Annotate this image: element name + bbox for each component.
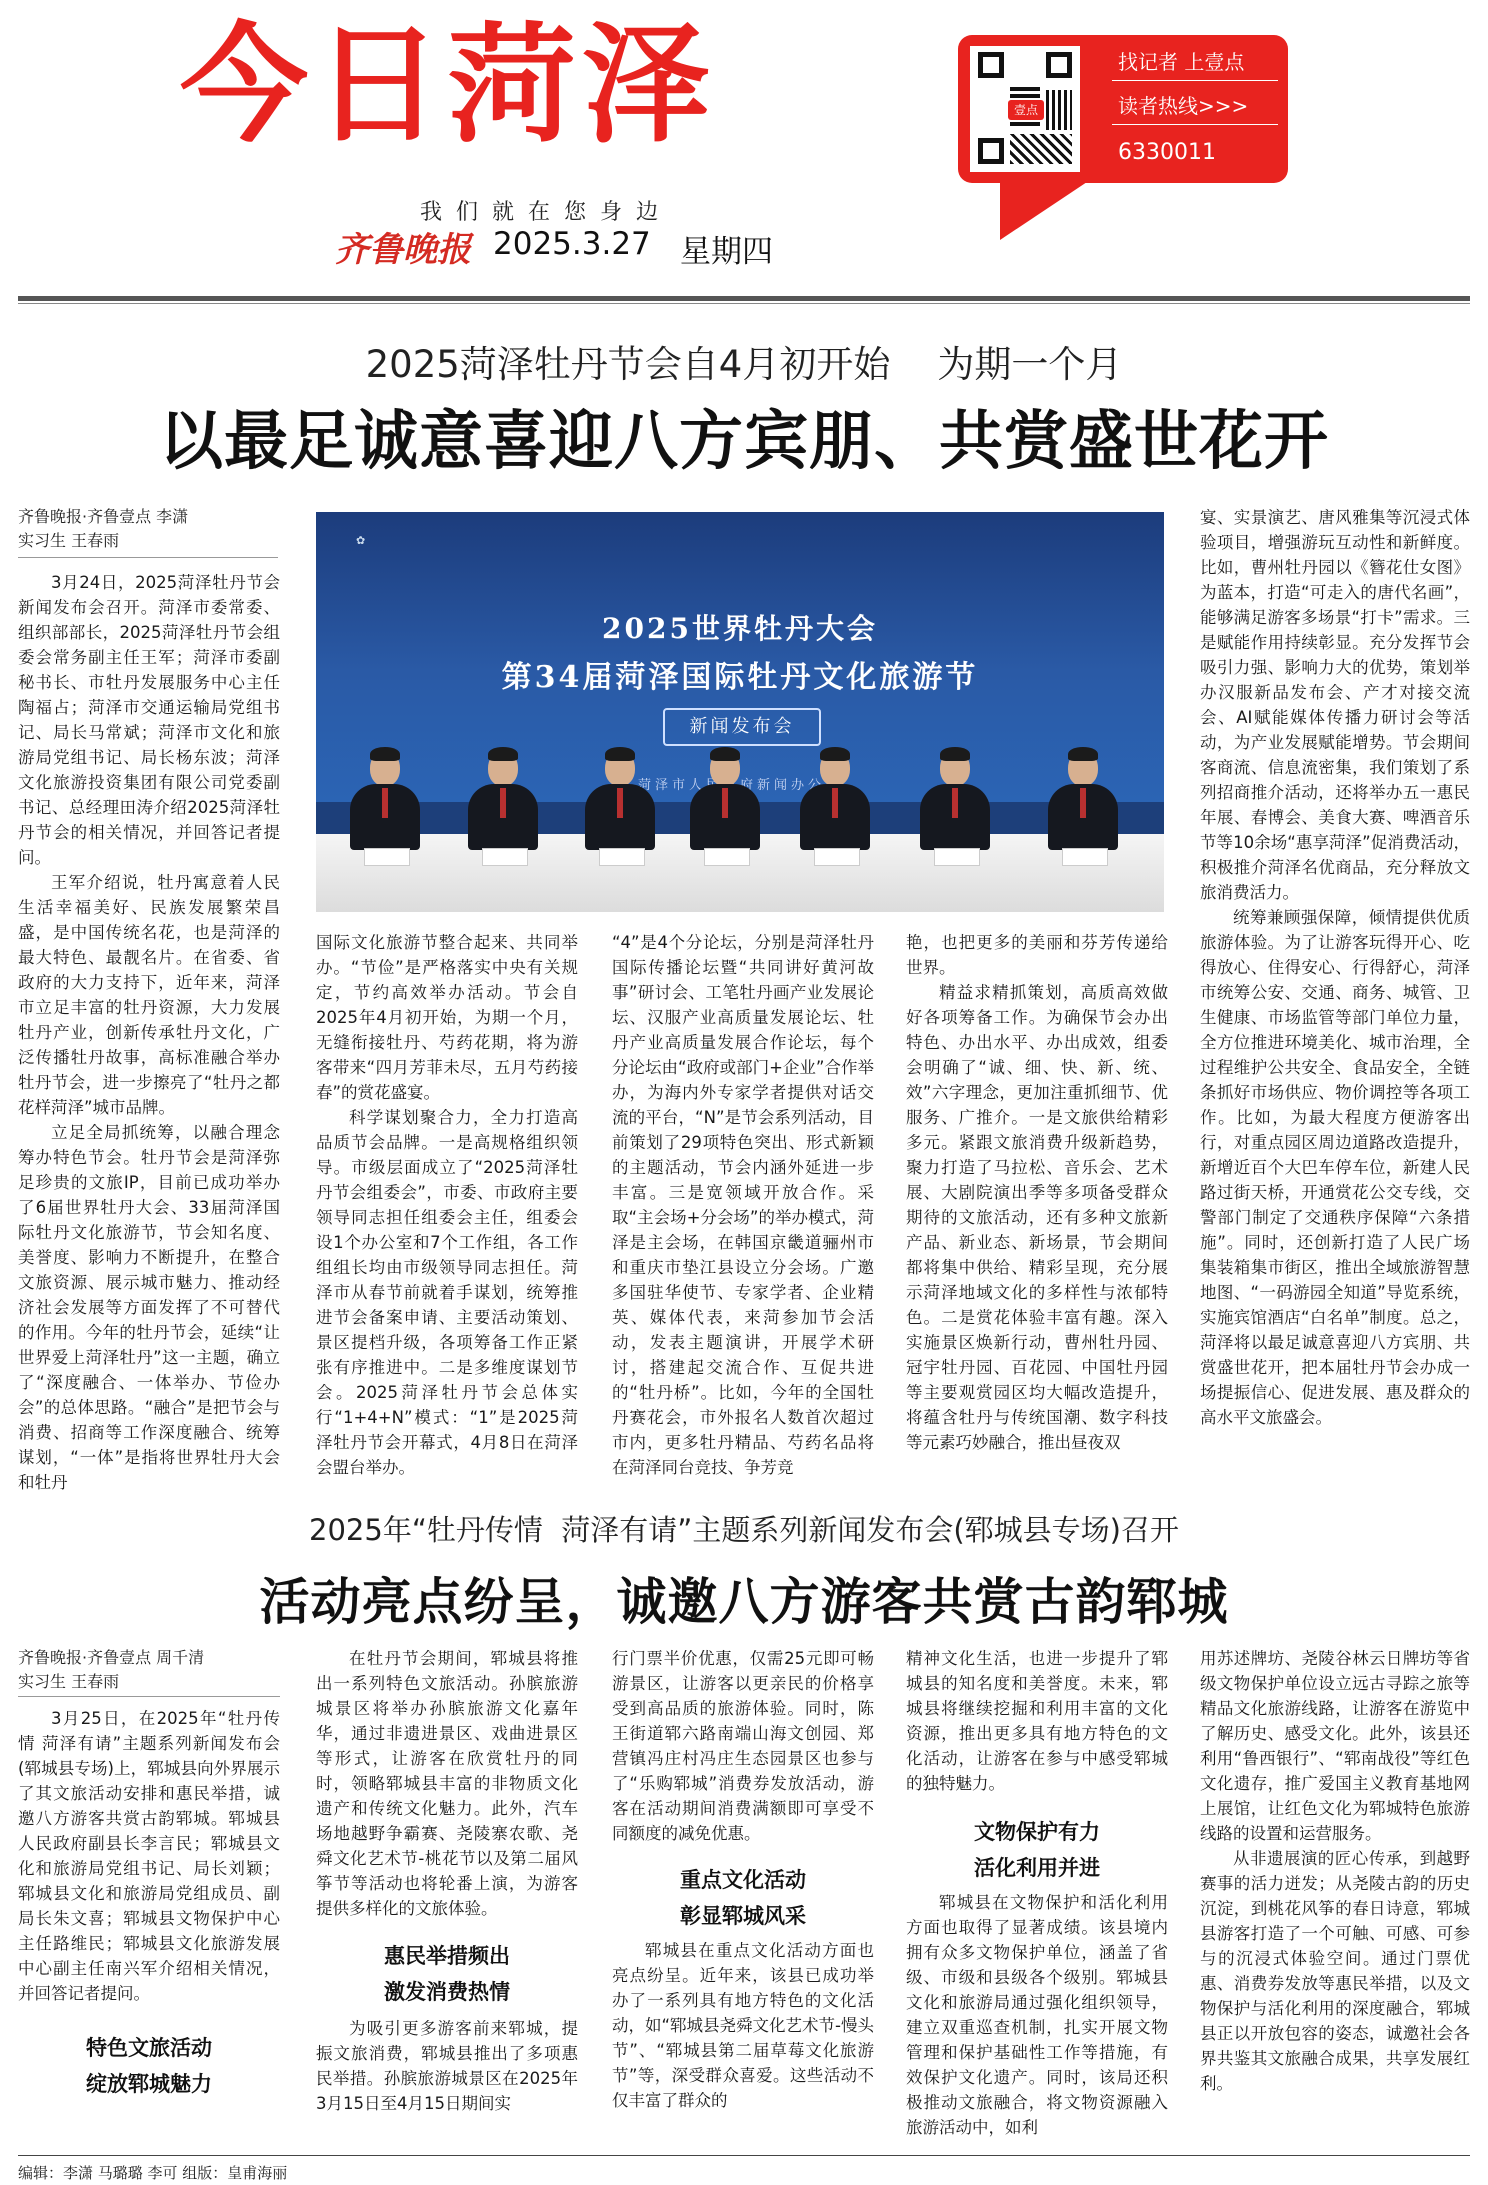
- paragraph: 艳，也把更多的美丽和芬芳传递给世界。: [906, 933, 1168, 977]
- paragraph: “4”是4个分论坛，分别是菏泽牡丹国际传播论坛暨“共同讲好黄河故事”研讨会、工笔牡丹画产业发展论坛、汉服产业高质量发展论坛、牡丹产业高质量发展合作论坛，每个分论坛由“政府或部门+企业”合作举办，为海内外专家学者提供对话交流的平台，“N”是节会系列活动，目前策划了29项特色突出、形式新颖的主题活动，节会内涵外延进一步丰富。三是宽领域开放合作。采取“主会场+分会场”的举办模式，菏泽是主会场，在韩国京畿道骊州市和重庆市垫江县设立分会场。广邀多国驻华使节、专家学者、企业精英、媒体代表，来菏参加节会活动，发表主题演讲，开展学术研讨，搭建起交流合作、互促共进的“牡丹桥”。比如，今年的全国牡丹赛花会，市外报名人数首次超过市内，更多牡丹精品、芍药名品将在菏泽同台竞技、争芳竞: [612, 933, 874, 1477]
- masthead-title: 今日菏泽: [180, 11, 717, 160]
- byline-rule: [18, 1696, 280, 1697]
- subhead-line: 重点文化活动: [680, 1867, 806, 1892]
- paragraph: 在牡丹节会期间，郓城县将推出一系列特色文旅活动。孙膑旅游城景区将举办孙膑旅游文化嘉年华，通过非遗进景区、戏曲进景区等形式，让游客在欣赏牡丹的同时，领略郓城县丰富的非物质文化遗产和传统文化魅力。此外，汽车场地越野争霸赛、尧陵寨农歌、尧舜文化艺术节-桃花节以及第二届风筝节等活动也将轮番上演，为游客提供多样化的文旅体验。: [316, 1649, 578, 1918]
- article2-column-1: [18, 1706, 280, 2026]
- paragraph: 精益求精抓策划，高质高效做好各项筹备工作。为确保节会办出特色、办出水平、办出成效，组委会明确了“诚、细、快、新、统、效”六字理念，更加注重抓细节、优服务、广推介。一是文旅供给精彩多元。紧跟文旅消费升级新趋势，聚力打造了马拉松、音乐会、艺术展、大剧院演出季等多项备受群众期待的文旅活动，还有多种文旅新产品、新业态、新场景，节会期间都将集中供给、精彩呈现，充分展示菏泽地域文化的多样性与浓郁特色。二是赏花体验丰富有趣。深入实施景区焕新行动，曹州牡丹园、冠宇牡丹园、百花园、中国牡丹园等主要观赏园区均大幅改造提升，将蕴含牡丹与传统国潮、数字科技等元素巧妙融合，推出昼夜双: [906, 983, 1168, 1452]
- subhead-line: 特色文旅活动: [86, 2035, 212, 2060]
- masthead-divider-thin: [18, 303, 1470, 304]
- article1-title: 以最足诚意喜迎八方宾朋、共赏盛世花开: [159, 404, 1329, 479]
- article1-column-4: [906, 930, 1168, 1465]
- nameplate: [482, 848, 528, 866]
- nameplate: [934, 848, 980, 866]
- banner-line-reporter: 找记者 上壹点: [1118, 50, 1245, 74]
- nameplate: [814, 848, 860, 866]
- article1-column-3: [612, 930, 874, 1477]
- article1-subtitle: 2025菏泽牡丹节会自4月初开始 为期一个月: [365, 343, 1123, 386]
- article1-column-5: [1200, 505, 1470, 1465]
- article1-byline-intern: 实习生 王春雨: [18, 531, 120, 550]
- screen-line2: 第34届菏泽国际牡丹文化旅游节: [501, 660, 979, 695]
- paragraph: 从非遗展演的匠心传承，到越野赛事的活力迸发；从尧陵古韵的历史沉淀，到桃花风筝的春日诗意，郓城县游客打造了一个可触、可感、可参与的沉浸式体验空间。通过门票优惠、消费券发放等惠民举措，以及文物保护与活化利用的深度融合，郓城县正以开放包容的姿态，诚邀社会各界共鉴其文旅融合成果，共享发展红利。: [1200, 1849, 1470, 2093]
- article2-subtitle: 2025年“牡丹传情 菏泽有请”主题系列新闻发布会(郓城县专场)召开: [309, 1513, 1179, 1547]
- masthead-divider: [18, 296, 1470, 301]
- subhead-line: 文物保护有力: [974, 1819, 1100, 1844]
- subhead-line: 活化利用并进: [974, 1855, 1100, 1880]
- paragraph: 精神文化生活，也进一步提升了郓城县的知名度和美誉度。未来，郓城县将继续挖掘和利用丰富的文化资源，推出更多具有地方特色的文化活动，让游客在参与中感受郓城的独特魅力。: [906, 1649, 1168, 1793]
- banner-hotline-number: 6330011: [1118, 140, 1216, 165]
- stage-logo-icon: ✿: [356, 534, 366, 547]
- qr-badge: 壹点: [1008, 100, 1044, 120]
- paragraph: 郓城县在重点文化活动方面也亮点纷呈。近年来，该县已成功举办了一系列具有地方特色的文化活动，如“郓城县尧舜文化艺术节-慢头节”、“郓城县第二届草莓文化旅游节”等，深受群众喜爱。这些活动不仅丰富了群众的: [612, 1941, 875, 2110]
- article2-subhead-3: [612, 1862, 874, 1934]
- issue-weekday: 星期四: [680, 234, 773, 270]
- speaker-figure: [796, 750, 874, 850]
- speaker-figure: [1044, 750, 1122, 850]
- subhead-line: 绽放郓城魅力: [86, 2071, 212, 2096]
- press-conference-photo: [316, 512, 1164, 912]
- byline-rule: [18, 557, 278, 558]
- speaker-figure: [346, 750, 424, 850]
- paragraph: 3月25日，在2025年“牡丹传情 菏泽有请”主题系列新闻发布会(郓城县专场)上，郓城县向外界展示了其文旅活动安排和惠民举措，诚邀八方游客共赏古韵郓城。郓城县人民政府副县长李言民；郓城县文化和旅游局党组书记、局长刘颖；郓城县文化和旅游局党组成员、副局长朱文喜；郓城县文物保护中心主任路维民；郓城县文化旅游发展中心副主任南兴军介绍相关情况，并回答记者提问。: [18, 1709, 280, 2003]
- article2-column-5: [1200, 1646, 1470, 2146]
- article2-byline-agency: 齐鲁晚报·齐鲁壹点 周千清: [18, 1648, 205, 1667]
- subhead-line: 惠民举措频出: [384, 1943, 510, 1968]
- banner-tail: [1000, 180, 1090, 240]
- article2-column-3b: [612, 1938, 874, 2146]
- issue-date: 2025.3.27: [493, 226, 651, 262]
- article2-byline: [18, 1646, 280, 1694]
- article2-column-4: [906, 1646, 1168, 1806]
- article2-column-4b: [906, 1890, 1168, 2146]
- qr-code[interactable]: [970, 46, 1080, 172]
- nameplate: [1062, 848, 1108, 866]
- article2-byline-intern: 实习生 王春雨: [18, 1672, 120, 1691]
- nameplate: [704, 848, 750, 866]
- article2-subhead-2: [316, 1938, 578, 2010]
- paragraph: 立足全局抓统筹，以融合理念筹办特色节会。牡丹节会是菏泽弥足珍贵的文旅IP，目前已成功举办了6届世界牡丹大会、33届菏泽国际牡丹文化旅游节，节会知名度、美誉度、影响力不断提升，在整合文旅资源、展示城市魅力、推动经济社会发展等方面发挥了不可替代的作用。今年的牡丹节会，延续“让世界爱上菏泽牡丹”这一主题，确立了“深度融合、一体举办、节俭办会”的总体思路。“融合”是把节会与消费、招商等工作深度融合、统筹谋划，“一体”是指将世界牡丹大会和牡丹: [18, 1123, 280, 1492]
- paragraph: 行门票半价优惠，仅需25元即可畅游景区，让游客以更亲民的价格享受到高品质的旅游体验。同时，陈王街道郓六路南端山海文创园、郑营镇冯庄村冯庄生态园景区也参与了“乐购郓城”消费券发放活动，游客在活动期间消费满额即可享受不同额度的减免优惠。: [612, 1649, 874, 1843]
- banner-line-hotline: 读者热线>>>: [1118, 94, 1249, 118]
- paragraph: 宴、实景演艺、唐风雅集等沉浸式体验项目，增强游玩互动性和新鲜度。比如，曹州牡丹园以《簪花仕女图》为蓝本，打造“可走入的唐代名画”，能够满足游客多场景“打卡”需求。三是赋能作用持续彰显。充分发挥节会吸引力强、影响力大的优势，策划举办汉服新品发布会、产才对接交流会、AI赋能媒体传播力研讨会等活动，为产业发展赋能增势。节会期间客商流、信息流密集，我们策划了系列招商推介活动，还将举办五一惠民年展、春博会、美食大赛、啤酒音乐节等10余场“惠享菏泽”促消费活动，积极推介菏泽名优商品，充分释放文旅消费活力。: [1200, 508, 1470, 902]
- screen-line3: 新闻发布会: [663, 708, 821, 746]
- footer-rule: [18, 2155, 1470, 2156]
- screen-line1: 2025世界牡丹大会: [602, 612, 878, 645]
- article2-column-2b: [316, 2016, 578, 2146]
- article2-column-2: [316, 1646, 578, 1931]
- paragraph: 郓城县在文物保护和活化利用方面也取得了显著成绩。该县境内拥有众多文物保护单位，涵盖了省级、市级和县级各个级别。郓城县文化和旅游局通过强化组织领导，建立双重巡查机制，扎实开展文物管理和保护基础性工作等措施，有效保护文化遗产。同时，该局还积极推动文旅融合，将文物资源融入旅游活动中，如利: [906, 1893, 1168, 2137]
- article2-title: 活动亮点纷呈，诚邀八方游客共赏古韵郓城: [259, 1572, 1229, 1631]
- speaker-figure: [581, 750, 659, 850]
- footer-editors: 编辑：李潇 马璐璐 李可 组版：皇甫海丽: [18, 2164, 288, 2182]
- speaker-figure: [916, 750, 994, 850]
- paragraph: 国际文化旅游节整合起来、共同举办。“节俭”是严格落实中央有关规定，节约高效举办活动。节会自2025年4月初开始，为期一个月，无缝衔接牡丹、芍药花期，将为游客带来“四月芳菲未尽，五月芍药接春”的赏花盛宴。: [316, 933, 578, 1102]
- paragraph: 用苏述牌坊、尧陵谷林云日牌坊等省级文物保护单位设立远古寻踪之旅等精品文化旅游线路，让游客在游览中了解历史、感受文化。此外，该县还利用“鲁西银行”、“郓南战役”等红色文化遗存，推广爱国主义教育基地网上展馆，让红色文化为郓城特色旅游线路的设置和运营服务。: [1200, 1649, 1470, 1843]
- article2-column-3: [612, 1646, 874, 1856]
- paragraph: 3月24日，2025菏泽牡丹节会新闻发布会召开。菏泽市委常委、组织部部长，2025菏泽牡丹节会组委会常务副主任王军；菏泽市委副秘书长、市牡丹发展服务中心主任陶福占；菏泽市交通运输局党组书记、局长马常斌；菏泽市文化和旅游局党组书记、局长杨东波；菏泽文化旅游投资集团有限公司党委副书记、总经理田涛介绍2025菏泽牡丹节会的相关情况，并回答记者提问。: [18, 573, 280, 867]
- article1-byline: [18, 505, 278, 553]
- paragraph: 为吸引更多游客前来郓城，提振文旅消费，郓城县推出了多项惠民举措。孙膑旅游城景区在2025年3月15日至4月15日期间实: [316, 2019, 578, 2113]
- paragraph: 科学谋划聚合力，全力打造高品质节会品牌。一是高规格组织领导。市级层面成立了“2025菏泽牡丹节会组委会”，市委、市政府主要领导同志担任组委会主任，组委会设1个办公室和7个工作组，各工作组组长均由市级领导同志担任。菏泽市从春节前就着手谋划，统筹推进节会备案申请、主要活动策划、景区提档升级，各项筹备工作正紧张有序推进中。二是多维度谋划节会。2025菏泽牡丹节会总体实行“1+4+N”模式：“1”是2025菏泽牡丹节会开幕式，4月8日在菏泽会盟台举办。: [316, 1108, 578, 1477]
- speaker-figure: [686, 750, 764, 850]
- article1-column-2: [316, 930, 578, 1477]
- article2-subhead-4: [906, 1814, 1168, 1886]
- article2-subhead-1: [18, 2030, 280, 2102]
- nameplate: [599, 848, 645, 866]
- subhead-line: 激发消费热情: [384, 1979, 510, 2004]
- masthead-slogan: 我们就在您身边: [420, 200, 673, 225]
- article1-byline-agency: 齐鲁晚报·齐鲁壹点 李潇: [18, 507, 189, 526]
- paper-logo: 齐鲁晚报: [335, 230, 471, 270]
- article1-column-1: [18, 570, 280, 1492]
- subhead-line: 彰显郓城风采: [680, 1903, 806, 1928]
- paragraph: 王军介绍说，牡丹寓意着人民生活幸福美好、民族发展繁荣昌盛，是中国传统名花，也是菏泽的最大特色、最靓名片。在省委、省政府的大力支持下，近年来，菏泽市立足丰富的牡丹资源，大力发展牡丹产业，创新传承牡丹文化，广泛传播牡丹故事，高标准融合举办牡丹节会，进一步擦亮了“牡丹之都 花样菏泽”城市品牌。: [18, 873, 280, 1117]
- speaker-figure: [464, 750, 542, 850]
- nameplate: [364, 848, 410, 866]
- paragraph: 统筹兼顾强保障，倾情提供优质旅游体验。为了让游客玩得开心、吃得放心、住得安心、行得舒心，菏泽市统筹公安、交通、商务、城管、卫生健康、市场监管等部门单位力量，全方位推进环境美化、城市治理，全过程维护公共安全、食品安全，全链条抓好市场供应、物价调控等各项工作。比如，为最大程度方便游客出行，对重点园区周边道路改造提升，新增近百个大巴车停车位，新建人民路过街天桥，开通赏花公交专线，交警部门制定了交通秩序保障“六条措施”。同时，还创新打造了人民广场集装箱集市街区，推出全域旅游智慧地图、“一码游园全知道”导览系统，实施宾馆酒店“白名单”制度。总之，菏泽将以最足诚意喜迎八方宾朋、共赏盛世花开，把本届牡丹节会办成一场提振信心、促进发展、惠及群众的高水平文旅盛会。: [1200, 908, 1470, 1427]
